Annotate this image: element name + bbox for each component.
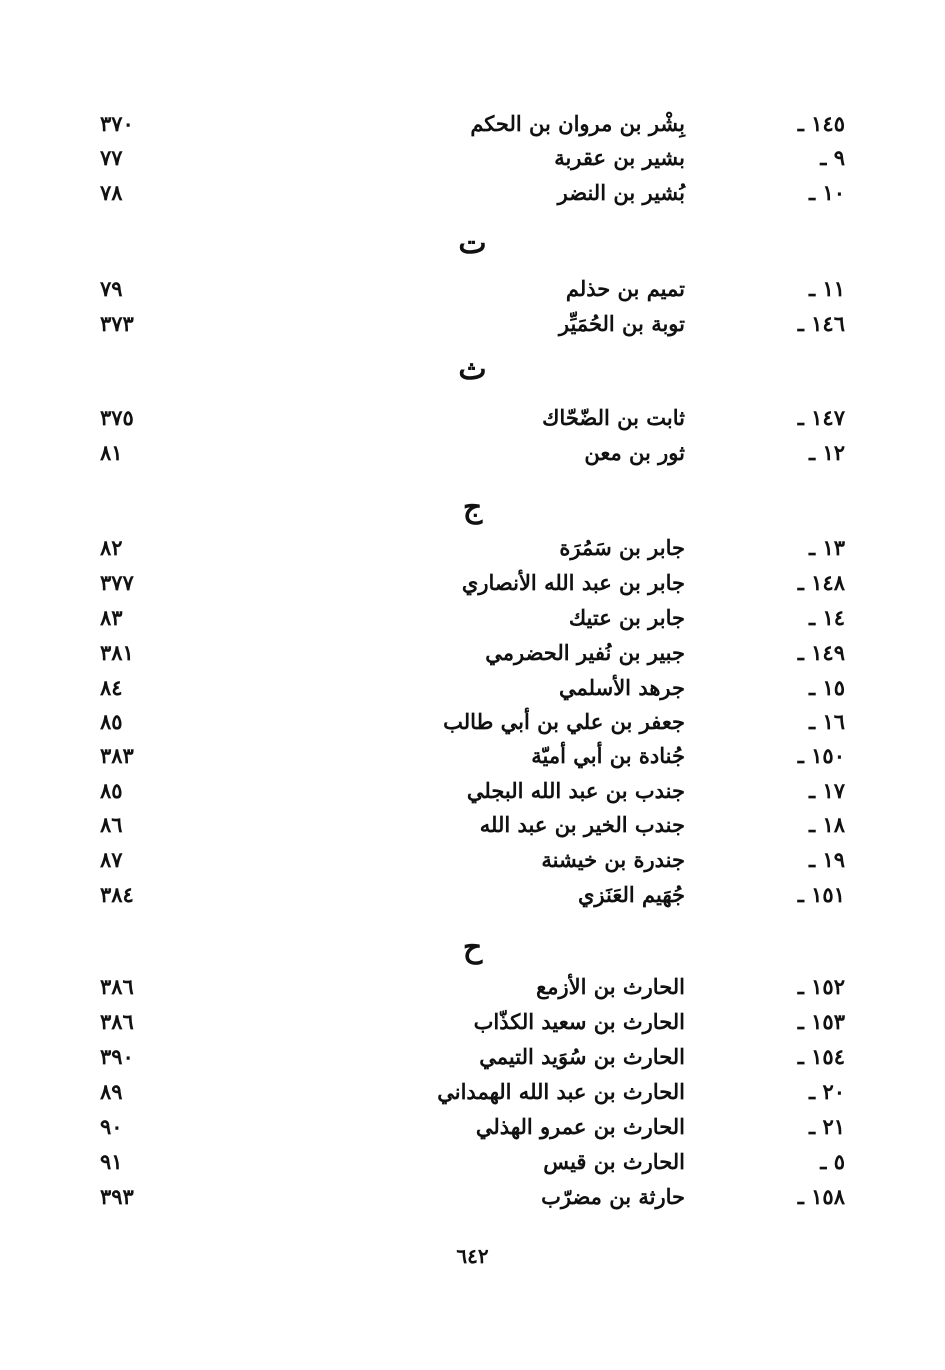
index-entry — [0, 1110, 945, 1144]
index-entry — [0, 436, 945, 470]
index-entry — [0, 176, 945, 210]
entry-name: جابر بن عبد الله الأنصاري — [461, 570, 685, 595]
entry-name: بُشير بن النضر — [557, 180, 685, 205]
entry-page: ٣٧٥ — [100, 405, 134, 430]
section-letter: ث — [458, 352, 487, 387]
entry-num: ١٤٥ ـ — [797, 111, 845, 136]
entry-name: تميم بن حذلم — [565, 276, 685, 301]
entry-num: ١٤٨ ـ — [797, 570, 845, 595]
section-letter-heading — [0, 226, 945, 261]
entry-name: الحارث بن سُوَيد التيمي — [479, 1044, 685, 1069]
entry-name: جندب بن عبد الله البجلي — [466, 778, 685, 803]
entry-num: ١٥٠ ـ — [797, 743, 845, 768]
entry-page: ٣٧٠ — [100, 111, 134, 136]
entry-name: جعفر بن علي بن أبي طالب — [443, 709, 685, 734]
index-entry — [0, 272, 945, 306]
entry-page: ٨٥ — [100, 709, 123, 734]
index-entry — [0, 107, 945, 141]
entry-num: ١٧ ـ — [808, 778, 845, 803]
index-entry — [0, 601, 945, 635]
entry-num: ٩ ـ — [820, 145, 845, 170]
entry-name: الحارث بن عبد الله الهمداني — [437, 1079, 685, 1104]
index-entry — [0, 671, 945, 705]
entry-name: الحارث بن عمرو الهذلي — [475, 1114, 685, 1139]
entry-name: بِشْر بن مروان بن الحكم — [470, 111, 685, 136]
index-entry — [0, 808, 945, 842]
index-entry — [0, 705, 945, 739]
entry-num: ١٢ ـ — [808, 440, 845, 465]
entry-page: ٨٧ — [100, 847, 123, 872]
entry-name: ثابت بن الضّحّاك — [542, 405, 685, 430]
entry-name: جرهد الأسلمي — [559, 675, 685, 700]
entry-name: الحارث بن الأزمع — [536, 974, 685, 999]
section-letter-heading — [0, 930, 945, 965]
index-entry — [0, 141, 945, 175]
entry-num: ١٩ ـ — [808, 847, 845, 872]
entry-num: ١٥٣ ـ — [797, 1009, 845, 1034]
entry-num: ١٥٢ ـ — [797, 974, 845, 999]
index-entry — [0, 566, 945, 600]
index-entry — [0, 1040, 945, 1074]
entry-num: ١٨ ـ — [808, 812, 845, 837]
entry-page: ٣٩٣ — [100, 1184, 134, 1209]
index-entry — [0, 307, 945, 341]
index-entry — [0, 1145, 945, 1179]
entry-num: ١٤٧ ـ — [797, 405, 845, 430]
index-entry — [0, 636, 945, 670]
index-entry — [0, 843, 945, 877]
index-entry — [0, 774, 945, 808]
entry-num: ٥ ـ — [820, 1149, 845, 1174]
entry-page: ٧٧ — [100, 145, 123, 170]
entry-page: ٣٨٦ — [100, 1009, 134, 1034]
entry-num: ١٣ ـ — [808, 535, 845, 560]
entry-page: ٨٣ — [100, 605, 123, 630]
entry-num: ١٤٩ ـ — [797, 640, 845, 665]
index-entry — [0, 739, 945, 773]
entry-page: ٩٠ — [100, 1114, 123, 1139]
entry-num: ٢١ ـ — [808, 1114, 845, 1139]
entry-name: جابر بن سَمُرَة — [559, 535, 685, 560]
entry-page: ٨٢ — [100, 535, 123, 560]
entry-page: ٧٩ — [100, 276, 123, 301]
index-entry — [0, 1180, 945, 1214]
entry-name: جندب الخير بن عبد الله — [479, 812, 685, 837]
entry-name: جُهَيم العَنَزي — [577, 882, 685, 907]
entry-page: ٣٩٠ — [100, 1044, 134, 1069]
entry-num: ١٤ ـ — [808, 605, 845, 630]
section-letter: ح — [462, 930, 483, 965]
entry-num: ١٦ ـ — [808, 709, 845, 734]
entry-num: ١٥٤ ـ — [797, 1044, 845, 1069]
entry-num: ٢٠ ـ — [808, 1079, 845, 1104]
index-entry — [0, 1005, 945, 1039]
entry-num: ١٤٦ ـ — [797, 311, 845, 336]
entry-num: ١٠ ـ — [808, 180, 845, 205]
section-letter: ج — [462, 490, 483, 525]
entry-num: ١٥ ـ — [808, 675, 845, 700]
section-letter: ت — [458, 226, 487, 261]
entry-page: ٣٨٣ — [100, 743, 134, 768]
entry-page: ٨٤ — [100, 675, 123, 700]
index-entry — [0, 970, 945, 1004]
entry-name: حارثة بن مضرّب — [541, 1184, 685, 1209]
entry-name: جابر بن عتيك — [568, 605, 685, 630]
index-entry — [0, 531, 945, 565]
entry-num: ١٥٨ ـ — [797, 1184, 845, 1209]
entry-page: ٧٨ — [100, 180, 123, 205]
entry-page: ٣٨١ — [100, 640, 134, 665]
section-letter-heading — [0, 490, 945, 525]
entry-name: ثور بن معن — [584, 440, 685, 465]
entry-name: جندرة بن خيشنة — [541, 847, 685, 872]
entry-page: ٣٧٧ — [100, 570, 134, 595]
entry-name: جُنادة بن أبي أميّة — [531, 743, 685, 768]
index-entry — [0, 401, 945, 435]
entry-page: ٣٧٣ — [100, 311, 134, 336]
section-letter-heading — [0, 352, 945, 387]
entry-name: الحارث بن قيس — [543, 1149, 685, 1174]
entry-page: ٨٥ — [100, 778, 123, 803]
entry-page: ٩١ — [100, 1149, 123, 1174]
page-number: ٦٤٢ — [456, 1244, 489, 1268]
entry-page: ٨١ — [100, 440, 123, 465]
entry-page: ٨٦ — [100, 812, 123, 837]
entry-page: ٣٨٤ — [100, 882, 134, 907]
entry-page: ٣٨٦ — [100, 974, 134, 999]
entry-name: بشير بن عقربة — [554, 145, 685, 170]
index-entry — [0, 878, 945, 912]
entry-num: ١٥١ ـ — [797, 882, 845, 907]
entry-page: ٨٩ — [100, 1079, 123, 1104]
index-entry — [0, 1075, 945, 1109]
entry-name: جبير بن نُفير الحضرمي — [485, 640, 685, 665]
entry-name: الحارث بن سعيد الكذّاب — [473, 1009, 685, 1034]
entry-name: توبة بن الحُمَيِّر — [558, 311, 685, 336]
entry-num: ١١ ـ — [808, 276, 845, 301]
